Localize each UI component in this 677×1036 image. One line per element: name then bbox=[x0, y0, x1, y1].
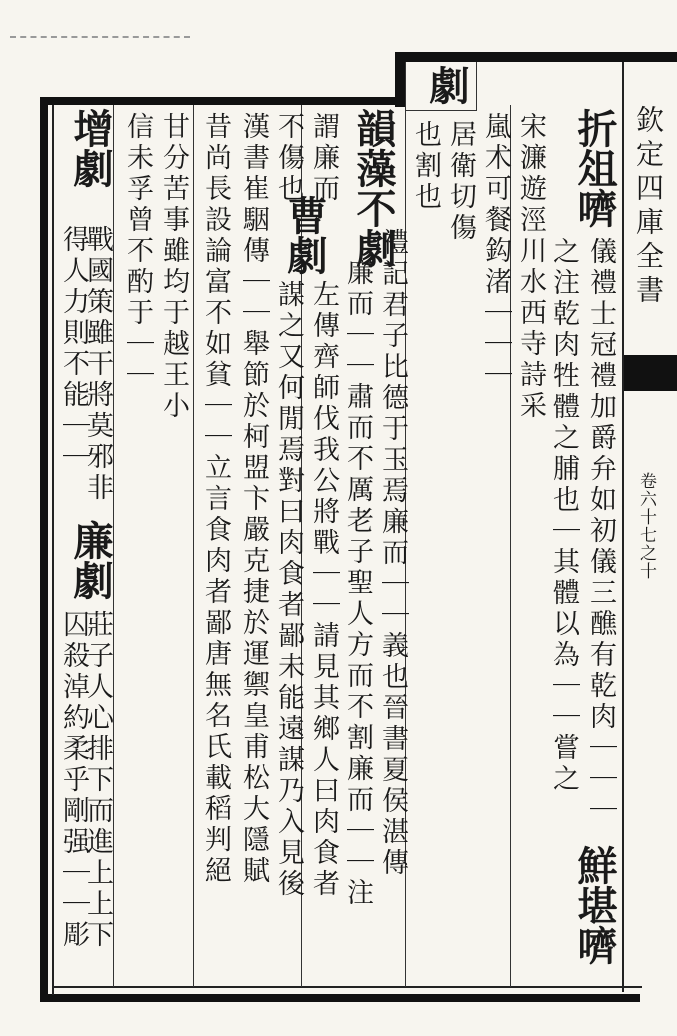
headword-zhezuji: 折俎嚌 bbox=[571, 108, 618, 228]
frame-top-border bbox=[395, 52, 677, 62]
fishtail-mark bbox=[624, 355, 677, 391]
entry-line: 居衛切傷 bbox=[445, 120, 476, 244]
headword-caoju: 曹劇 bbox=[281, 195, 328, 275]
entry-line: 戰國策雖干將莫邪非 bbox=[82, 225, 113, 504]
entry-line: 昔尚長設論富不如貧｜｜立言食肉者鄙唐無名氏載稻判絕 bbox=[200, 112, 231, 887]
entry-line: 甘分苦事雖均于越王小 bbox=[158, 112, 189, 422]
entry-line: 宋濂遊涇川水西寺詩采 bbox=[515, 112, 546, 422]
page-edge-mark bbox=[10, 36, 190, 44]
headword-ju: 劇 bbox=[423, 65, 470, 105]
entry-line: 嵐术可餐鈎渚｜｜｜ bbox=[480, 112, 511, 391]
entry-line: 儀禮士冠禮加爵弁如初儀三醮有乾肉｜｜｜ bbox=[585, 237, 616, 826]
entry-line: 之注乾肉牲體之脯也｜其體以為｜｜嘗之 bbox=[548, 237, 579, 795]
entry-line: 漢書崔駰傳｜｜舉節於柯盟卞嚴克捷於運禦皇甫松大隱賦 bbox=[238, 112, 269, 887]
frame-top-left-border bbox=[40, 97, 405, 105]
frame-left-border bbox=[40, 97, 48, 1002]
headword-lianju: 廉劇 bbox=[67, 520, 114, 600]
margin-book-title: 欽定四庫全書 bbox=[632, 105, 665, 309]
headword-zengju: 增劇 bbox=[67, 108, 114, 188]
headword-xiankanji: 鮮堪嚌 bbox=[571, 845, 618, 965]
entry-line: 左傳齊師伐我公將戰｜｜請見其鄉人曰肉食者 bbox=[308, 280, 339, 900]
frame-inner-bottom-line bbox=[52, 986, 642, 988]
entry-line: 廉而｜｜肅而不厲老子聖人方而不割廉而｜｜注 bbox=[342, 258, 373, 909]
entry-line: 不傷也 bbox=[273, 112, 304, 205]
entry-line: 謀之又何閒焉對曰肉食者鄙未能遠謀乃入見後 bbox=[273, 280, 304, 900]
column-rule bbox=[193, 105, 194, 987]
headword-yunzao-buju: 韻藻不劇 bbox=[350, 108, 397, 268]
entry-line: 得人力則不能｜｜ bbox=[58, 225, 89, 473]
entry-line: 謂廉而 bbox=[308, 112, 339, 205]
entry-line: 莊子人心排下而進上上下 bbox=[82, 610, 113, 951]
entry-line: 信未孚曾不酌于｜｜ bbox=[122, 112, 153, 391]
margin-volume-label: 卷六十七之十 bbox=[636, 472, 656, 580]
entry-line: 禮記君子比德于玉焉廉而｜｜義也晉書夏侯湛傳 bbox=[377, 228, 408, 879]
frame-bottom-border bbox=[40, 994, 640, 1002]
frame-inner-left-line bbox=[52, 105, 54, 995]
entry-line: 也割也 bbox=[410, 120, 441, 213]
entry-line: 囚殺淖約柔乎剛强｜｜彫 bbox=[58, 610, 89, 951]
